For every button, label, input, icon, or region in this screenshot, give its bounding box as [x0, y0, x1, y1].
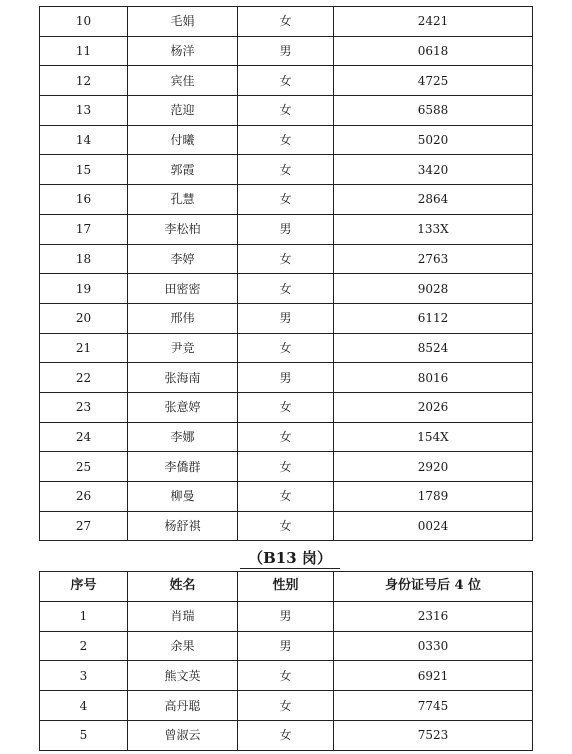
table-row — [40, 511, 533, 541]
cell-id-last4: 8524 — [334, 333, 533, 363]
cell-name: 曾淑云 — [128, 720, 238, 750]
cell-gender: 女 — [238, 452, 334, 482]
cell-gender: 女 — [238, 155, 334, 185]
cell-id-last4: 7523 — [334, 720, 533, 750]
table-row — [40, 691, 533, 721]
cell-gender: 男 — [238, 214, 334, 244]
cell-serial: 15 — [40, 155, 128, 185]
cell-serial: 23 — [40, 392, 128, 422]
cell-name: 李松柏 — [128, 214, 238, 244]
table-row — [40, 631, 533, 661]
cell-serial: 24 — [40, 422, 128, 452]
table-row — [40, 303, 533, 333]
cell-gender: 女 — [238, 274, 334, 304]
cell-name: 孔慧 — [128, 185, 238, 215]
cell-id-last4: 4725 — [334, 66, 533, 96]
table-row — [40, 155, 533, 185]
cell-gender: 男 — [238, 601, 334, 631]
cell-serial: 11 — [40, 36, 128, 66]
cell-name: 杨舒祺 — [128, 511, 238, 541]
cell-name: 田密密 — [128, 274, 238, 304]
cell-id-last4: 2920 — [334, 452, 533, 482]
cell-serial: 5 — [40, 720, 128, 750]
cell-gender: 女 — [238, 7, 334, 37]
cell-name: 付曦 — [128, 125, 238, 155]
cell-id-last4: 133X — [334, 214, 533, 244]
cell-gender: 女 — [238, 511, 334, 541]
cell-id-last4: 2316 — [334, 601, 533, 631]
cell-serial: 1 — [40, 601, 128, 631]
cell-gender: 女 — [238, 482, 334, 512]
cell-name: 张意婷 — [128, 392, 238, 422]
cell-serial: 26 — [40, 482, 128, 512]
table-body — [40, 601, 533, 750]
table-row — [40, 661, 533, 691]
candidate-table-b13 — [39, 571, 533, 751]
table-row — [40, 422, 533, 452]
table-header-row — [40, 572, 533, 602]
cell-gender: 女 — [238, 720, 334, 750]
cell-serial: 4 — [40, 691, 128, 721]
cell-id-last4: 2421 — [334, 7, 533, 37]
cell-id-last4: 0330 — [334, 631, 533, 661]
table-row — [40, 333, 533, 363]
cell-name: 张海南 — [128, 363, 238, 393]
cell-id-last4: 0024 — [334, 511, 533, 541]
cell-id-last4: 154X — [334, 422, 533, 452]
cell-gender: 女 — [238, 661, 334, 691]
cell-name: 李婷 — [128, 244, 238, 274]
cell-serial: 27 — [40, 511, 128, 541]
table-body — [40, 7, 533, 541]
cell-id-last4: 2026 — [334, 392, 533, 422]
table-row — [40, 244, 533, 274]
cell-serial: 20 — [40, 303, 128, 333]
cell-serial: 3 — [40, 661, 128, 691]
cell-id-last4: 6588 — [334, 96, 533, 126]
cell-gender: 女 — [238, 392, 334, 422]
table-row — [40, 720, 533, 750]
cell-id-last4: 6112 — [334, 303, 533, 333]
cell-gender: 女 — [238, 185, 334, 215]
cell-gender: 女 — [238, 96, 334, 126]
table-row — [40, 185, 533, 215]
cell-id-last4: 7745 — [334, 691, 533, 721]
cell-serial: 22 — [40, 363, 128, 393]
table-row — [40, 601, 533, 631]
cell-name: 高丹聪 — [128, 691, 238, 721]
cell-id-last4: 3420 — [334, 155, 533, 185]
cell-name: 尹竞 — [128, 333, 238, 363]
table-row — [40, 452, 533, 482]
cell-serial: 12 — [40, 66, 128, 96]
cell-id-last4: 2864 — [334, 185, 533, 215]
cell-name: 李娜 — [128, 422, 238, 452]
cell-gender: 女 — [238, 422, 334, 452]
table-row — [40, 96, 533, 126]
cell-name: 邢伟 — [128, 303, 238, 333]
cell-serial: 10 — [40, 7, 128, 37]
cell-name: 杨洋 — [128, 36, 238, 66]
cell-gender: 女 — [238, 333, 334, 363]
cell-gender: 男 — [238, 303, 334, 333]
cell-serial: 18 — [40, 244, 128, 274]
cell-name: 柳曼 — [128, 482, 238, 512]
cell-gender: 男 — [238, 631, 334, 661]
header-serial: 序号 — [40, 572, 128, 602]
table-row — [40, 363, 533, 393]
cell-gender: 男 — [238, 363, 334, 393]
section-title-b13: （B13 岗） — [240, 548, 340, 569]
candidate-table-continued — [39, 6, 533, 541]
cell-gender: 女 — [238, 244, 334, 274]
table-row — [40, 392, 533, 422]
cell-serial: 17 — [40, 214, 128, 244]
cell-name: 郭霞 — [128, 155, 238, 185]
cell-name: 熊文英 — [128, 661, 238, 691]
table-row — [40, 214, 533, 244]
cell-serial: 14 — [40, 125, 128, 155]
table-row — [40, 7, 533, 37]
table-row — [40, 125, 533, 155]
cell-serial: 21 — [40, 333, 128, 363]
cell-name: 宾佳 — [128, 66, 238, 96]
cell-name: 肖瑞 — [128, 601, 238, 631]
header-id-last4: 身份证号后 4 位 — [334, 572, 533, 602]
cell-id-last4: 0618 — [334, 36, 533, 66]
cell-name: 李僑群 — [128, 452, 238, 482]
cell-gender: 女 — [238, 66, 334, 96]
cell-id-last4: 9028 — [334, 274, 533, 304]
cell-serial: 16 — [40, 185, 128, 215]
header-name: 姓名 — [128, 572, 238, 602]
cell-id-last4: 5020 — [334, 125, 533, 155]
table-row — [40, 274, 533, 304]
cell-serial: 19 — [40, 274, 128, 304]
cell-id-last4: 8016 — [334, 363, 533, 393]
header-gender: 性别 — [238, 572, 334, 602]
cell-serial: 2 — [40, 631, 128, 661]
cell-gender: 女 — [238, 125, 334, 155]
table-row — [40, 66, 533, 96]
cell-id-last4: 1789 — [334, 482, 533, 512]
cell-name: 余果 — [128, 631, 238, 661]
cell-id-last4: 6921 — [334, 661, 533, 691]
cell-id-last4: 2763 — [334, 244, 533, 274]
cell-name: 毛娟 — [128, 7, 238, 37]
table-row — [40, 482, 533, 512]
cell-serial: 25 — [40, 452, 128, 482]
cell-gender: 女 — [238, 691, 334, 721]
cell-serial: 13 — [40, 96, 128, 126]
cell-gender: 男 — [238, 36, 334, 66]
table-row — [40, 36, 533, 66]
cell-name: 范迎 — [128, 96, 238, 126]
